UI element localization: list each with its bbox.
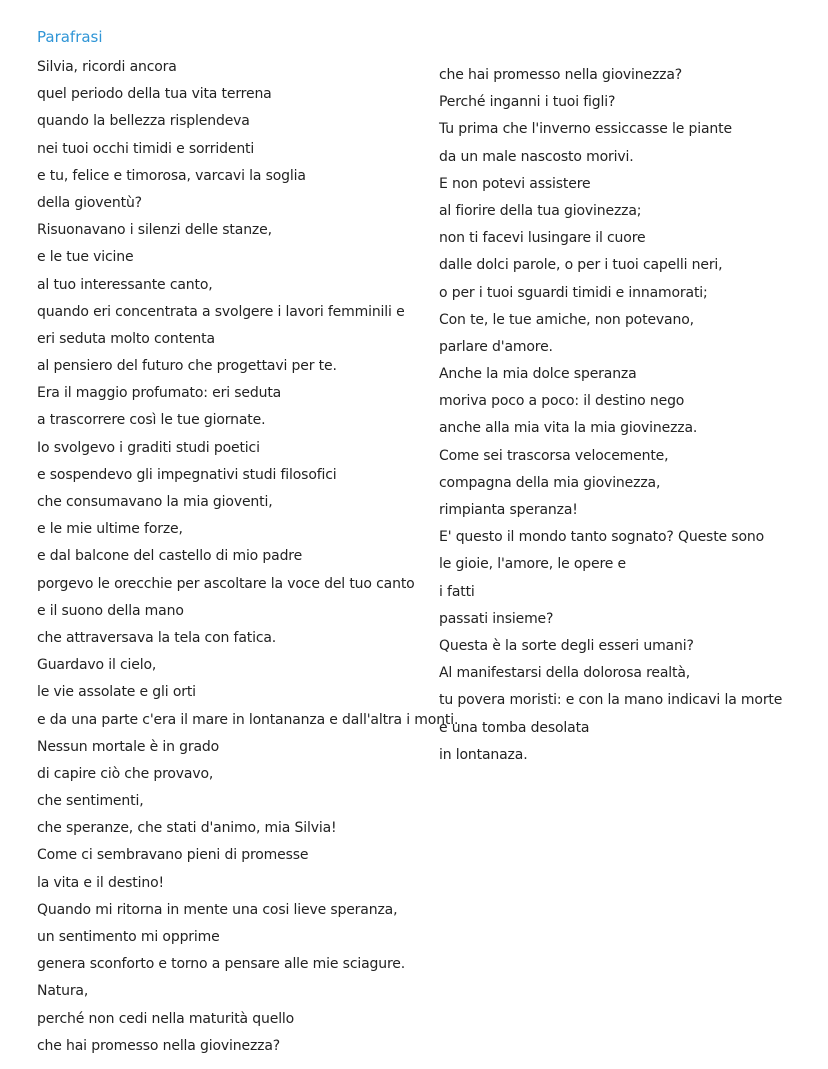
left-column-line: la vita e il destino! bbox=[37, 874, 164, 891]
left-column-line: Come ci sembravano pieni di promesse bbox=[37, 847, 309, 864]
left-column-line: eri seduta molto contenta bbox=[37, 330, 215, 347]
left-column-line: che speranze, che stati d'animo, mia Silvia! bbox=[37, 820, 337, 837]
right-column-line: o per i tuoi sguardi timidi e innamorati; bbox=[439, 284, 708, 301]
left-column-line: quando la bellezza risplendeva bbox=[37, 113, 250, 130]
left-column-line: che consumavano la mia gioventi, bbox=[37, 494, 273, 510]
right-column-line: Come sei trascorsa velocemente, bbox=[439, 447, 669, 464]
left-column-line: e il suono della mano bbox=[37, 602, 184, 619]
left-column-line: Nessun mortale è in grado bbox=[37, 738, 220, 755]
left-column-line: perché non cedi nella maturità quello bbox=[37, 1010, 295, 1027]
left-column-line: che sentimenti, bbox=[37, 793, 144, 810]
right-column-line: tu povera moristi: e con la mano indicavi la morte bbox=[439, 692, 783, 709]
right-column-line: rimpianta speranza! bbox=[439, 502, 578, 518]
left-column-line: genera sconforto e torno a pensare alle mie sciagure. bbox=[37, 956, 406, 973]
left-column-line: Io svolgevo i graditi studi poetici bbox=[37, 439, 260, 456]
right-column-line: dalle dolci parole, o per i tuoi capelli neri, bbox=[439, 257, 723, 274]
right-column-line: compagna della mia giovinezza, bbox=[439, 474, 661, 491]
right-column bbox=[439, 62, 824, 769]
left-column-line: che attraversava la tela con fatica. bbox=[37, 629, 277, 646]
left-column-line: e da una parte c'era il mare in lontananza e dall'altra i monti. bbox=[37, 711, 459, 728]
right-column-line: Tu prima che l'inverno essiccasse le piante bbox=[439, 121, 732, 138]
left-column-line: al tuo interessante canto, bbox=[37, 276, 213, 293]
left-column-line: della gioventù? bbox=[37, 194, 142, 211]
left-column-line: al pensiero del futuro che progettavi per te. bbox=[37, 358, 337, 375]
document-title: Parafrasi bbox=[37, 28, 103, 46]
right-column-line: che hai promesso nella giovinezza? bbox=[439, 67, 683, 83]
left-column-line: Risuonavano i silenzi delle stanze, bbox=[37, 222, 272, 239]
right-column-line: Anche la mia dolce speranza bbox=[439, 366, 637, 383]
left-column-line: quel periodo della tua vita terrena bbox=[37, 86, 272, 103]
left-column-line: e le mie ultime forze, bbox=[37, 521, 183, 538]
left-column-line: Silvia, ricordi ancora bbox=[37, 59, 177, 75]
right-column-line: Al manifestarsi della dolorosa realtà, bbox=[439, 665, 691, 682]
right-column-line: non ti facevi lusingare il cuore bbox=[439, 230, 646, 247]
right-column-line: e una tomba desolata bbox=[439, 719, 590, 736]
left-column-line: e le tue vicine bbox=[37, 249, 134, 266]
right-column-line: in lontanaza. bbox=[439, 746, 528, 763]
left-column-line: nei tuoi occhi timidi e sorridenti bbox=[37, 140, 255, 157]
right-column-line: Questa è la sorte degli esseri umani? bbox=[439, 637, 694, 654]
left-column-line: che hai promesso nella giovinezza? bbox=[37, 1037, 281, 1054]
right-column-line: E' questo il mondo tanto sognato? Queste sono bbox=[439, 529, 765, 546]
right-column-line: anche alla mia vita la mia giovinezza. bbox=[439, 420, 698, 437]
right-column-line: i fatti bbox=[439, 583, 475, 600]
left-column-line: Natura, bbox=[37, 983, 89, 1000]
left-column-line: di capire ciò che provavo, bbox=[37, 765, 214, 782]
left-column-line: quando eri concentrata a svolgere i lavori femminili e bbox=[37, 303, 405, 320]
left-column-line: un sentimento mi opprime bbox=[37, 929, 220, 945]
right-column-line: al fiorire della tua giovinezza; bbox=[439, 202, 642, 219]
left-column-line: e sospendevo gli impegnativi studi filosofici bbox=[37, 466, 337, 483]
left-column-line: e dal balcone del castello di mio padre bbox=[37, 548, 303, 565]
left-column-line: Guardavo il cielo, bbox=[37, 657, 157, 674]
right-column-line: le gioie, l'amore, le opere e bbox=[439, 556, 626, 573]
left-column-line: porgevo le orecchie per ascoltare la voce del tuo canto bbox=[37, 575, 415, 592]
right-column-line: moriva poco a poco: il destino nego bbox=[439, 393, 685, 410]
right-column-line: E non potevi assistere bbox=[439, 175, 591, 192]
right-column-line: Perché inganni i tuoi figli? bbox=[439, 94, 616, 111]
right-column-line: passati insieme? bbox=[439, 610, 554, 627]
left-column-line: e tu, felice e timorosa, varcavi la soglia bbox=[37, 167, 306, 184]
left-column-line: a trascorrere così le tue giornate. bbox=[37, 412, 266, 429]
right-column-line: parlare d'amore. bbox=[439, 338, 553, 355]
left-column-line: Quando mi ritorna in mente una cosi lieve speranza, bbox=[37, 901, 398, 918]
left-column-line: Era il maggio profumato: eri seduta bbox=[37, 385, 282, 402]
right-column-line: Con te, le tue amiche, non potevano, bbox=[439, 311, 694, 328]
left-column-line: le vie assolate e gli orti bbox=[37, 684, 196, 701]
right-column-line: da un male nascosto morivi. bbox=[439, 148, 634, 165]
